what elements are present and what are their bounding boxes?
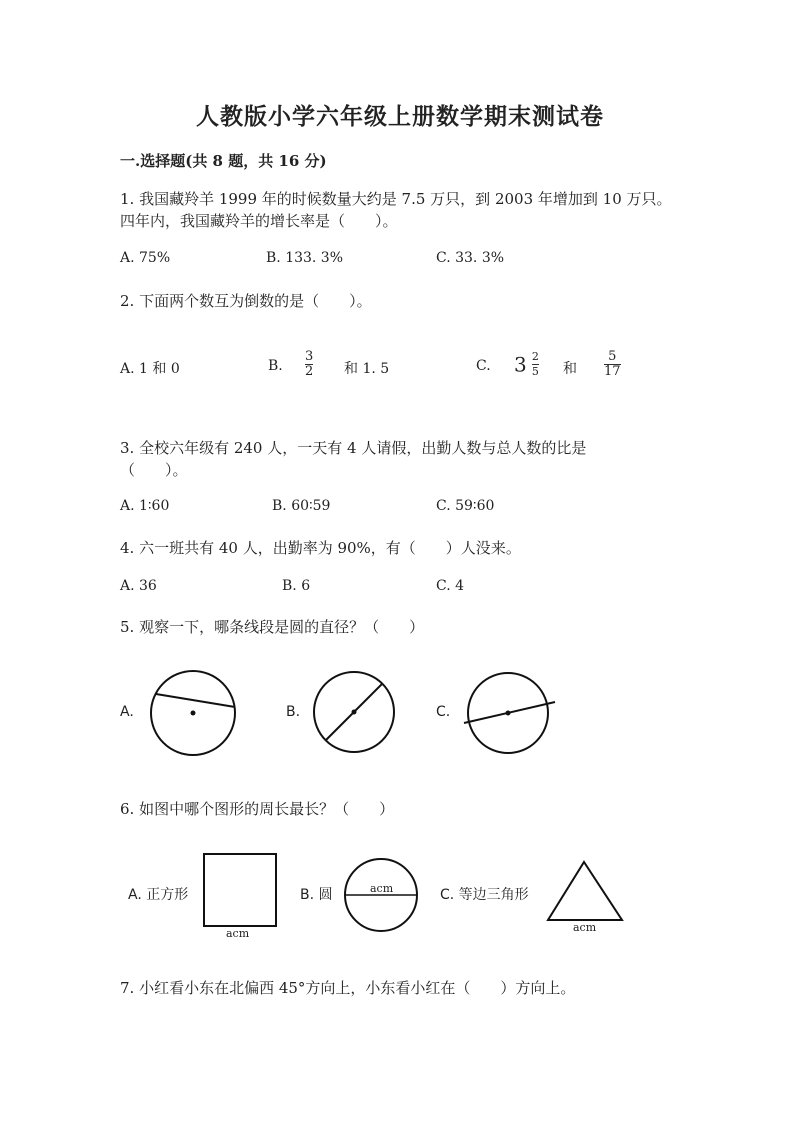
question-3-option-c: C. 59∶60 xyxy=(436,498,495,514)
question-2-option-c-and: 和 xyxy=(563,361,577,377)
question-2-option-b-fraction xyxy=(305,350,313,379)
circle-chord-figure-a xyxy=(150,670,240,760)
question-6-option-c: C. 等边三角形 xyxy=(440,887,529,903)
question-2-option-c-fraction xyxy=(604,350,621,379)
question-2-option-b-rest: 和 1. 5 xyxy=(344,361,390,377)
question-5-text: 5. 观察一下，哪条线段是圆的直径？（ ） xyxy=(120,618,425,636)
question-6-option-a: A. 正方形 xyxy=(128,887,189,903)
square-side-label: acm xyxy=(226,927,250,940)
question-4-option-a: A. 36 xyxy=(120,578,157,594)
question-4-text: 4. 六一班共有 40 人，出勤率为 90%，有（ ）人没来。 xyxy=(120,539,521,557)
question-4-option-c: C. 4 xyxy=(436,578,465,594)
question-4-option-b: B. 6 xyxy=(282,578,311,594)
question-1-option-b: B. 133. 3% xyxy=(266,250,344,266)
question-2-option-c-label: C. xyxy=(476,358,491,374)
question-7-text: 7. 小红看小东在北偏西 45°方向上，小东看小红在（ ）方向上。 xyxy=(120,979,576,997)
circle-diameter-label: acm xyxy=(370,882,394,895)
fraction-denominator: 5 xyxy=(531,365,539,378)
circle-secant-figure-c xyxy=(462,670,562,760)
fraction-numerator: 3 xyxy=(305,349,314,364)
question-3-option-a: A. 1∶60 xyxy=(120,498,170,514)
question-3-option-b: B. 60∶59 xyxy=(272,498,331,514)
question-6-text: 6. 如图中哪个图形的周长最长？（ ） xyxy=(120,800,395,818)
question-2-option-c-mixed-number xyxy=(514,350,539,379)
question-5-option-a: A. xyxy=(120,704,134,720)
mixed-whole: 3 xyxy=(514,352,527,377)
question-6-option-b: B. 圆 xyxy=(300,887,333,903)
question-2-option-b-label: B. xyxy=(268,358,283,374)
question-5-option-c: C. xyxy=(436,704,451,720)
question-1-option-c: C. 33. 3% xyxy=(436,250,505,266)
question-1-option-a: A. 75% xyxy=(120,250,171,266)
equilateral-triangle-figure xyxy=(546,860,626,924)
circle-diameter-figure xyxy=(344,858,420,934)
question-2-option-a: A. 1 和 0 xyxy=(120,361,180,377)
circle-diameter-figure-b xyxy=(313,670,403,760)
section-heading: 一.选择题(共 8 题，共 16 分) xyxy=(120,152,327,170)
page-title: 人教版小学六年级上册数学期末测试卷 xyxy=(196,103,604,130)
question-1-line-2: 四年内，我国藏羚羊的增长率是（ ）。 xyxy=(120,212,398,230)
square-figure xyxy=(203,853,279,929)
fraction-numerator: 2 xyxy=(531,350,539,363)
fraction-denominator: 2 xyxy=(305,364,314,379)
question-3-line-1: 3. 全校六年级有 240 人，一天有 4 人请假，出勤人数与总人数的比是 xyxy=(120,439,587,457)
question-1-line-1: 1. 我国藏羚羊 1999 年的时候数量大约是 7.5 万只，到 2003 年增加到 10 万只。 xyxy=(120,190,672,208)
question-3-line-2: （ ）。 xyxy=(120,461,188,479)
question-5-option-b: B. xyxy=(286,704,301,720)
fraction-denominator: 17 xyxy=(604,364,621,379)
question-2-text: 2. 下面两个数互为倒数的是（ ）。 xyxy=(120,292,372,310)
triangle-side-label: acm xyxy=(573,921,597,934)
fraction-numerator: 5 xyxy=(608,349,617,364)
